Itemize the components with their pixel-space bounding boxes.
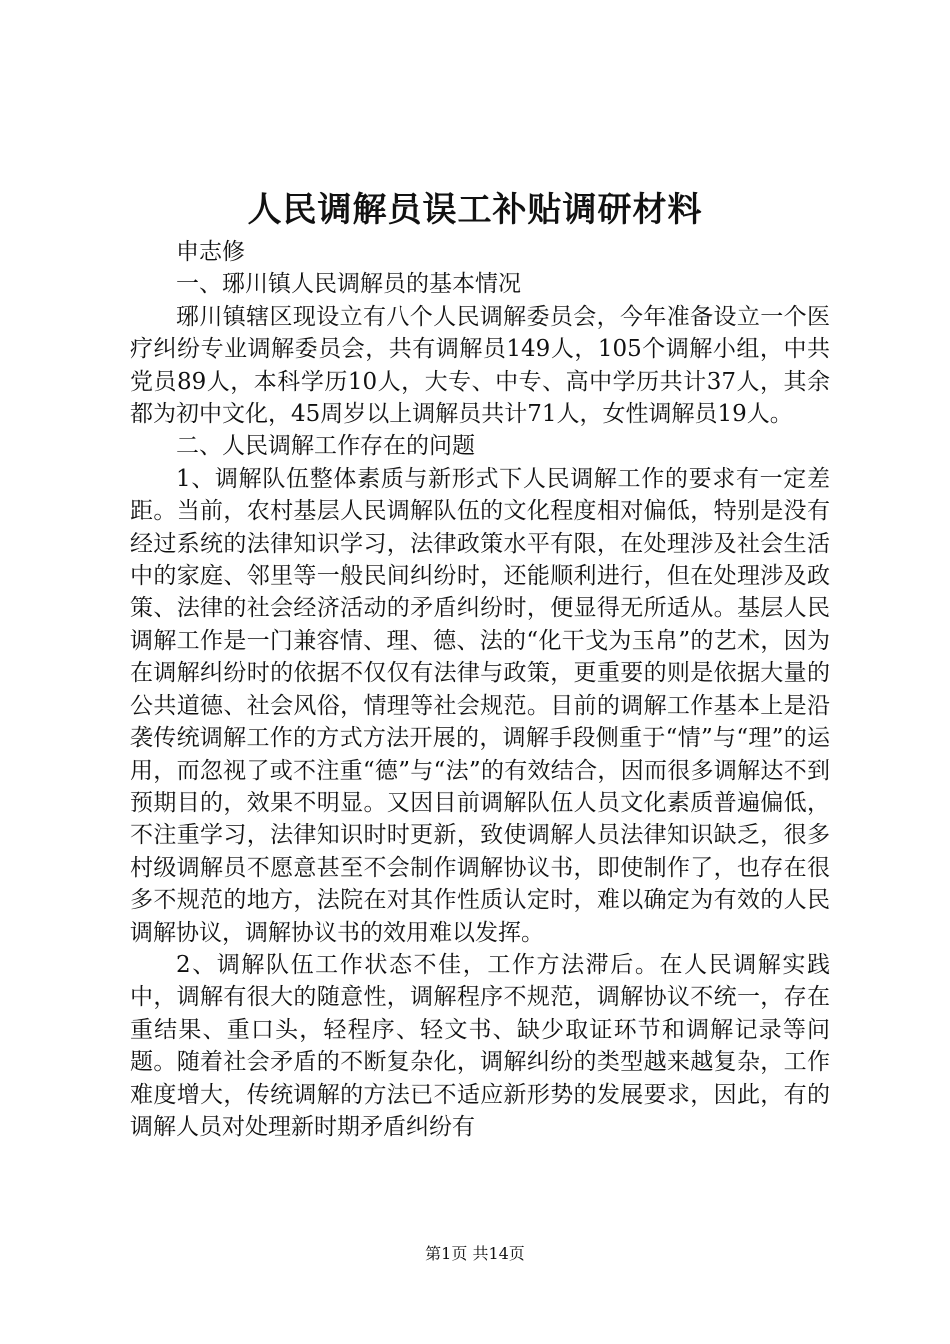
section-heading-2: 二、人民调解工作存在的问题 [176,433,475,460]
document-body [130,236,830,1143]
author-line: 申志修 [176,239,245,265]
body-paragraph: 2、调解队伍工作状态不佳，工作方法滞后。在人民调解实践中，调解有很大的随意性，调解程序不规范，调解协议不统一，存在重结果、重口头，轻程序、轻文书、缺少取证环节和调解记录等问题。随着社会矛盾的不断复杂化，调解纠纷的类型越来越复杂，工作难度增大，传统调解的方法已不适应新形势的发展要求，因此，有的调解人员对处理新时期矛盾纠纷有 [130,951,830,1140]
document-title: 人民调解员误工补贴调研材料 [247,190,703,230]
body-paragraph: 1、调解队伍整体素质与新形式下人民调解工作的要求有一定差距。当前，农村基层人民调解队伍的文化程度相对偏低，特别是没有经过系统的法律知识学习，法律政策水平有限，在处理涉及社会生活中的家庭、邻里等一般民间纠纷时，还能顺利进行，但在处理涉及政策、法律的社会经济活动的矛盾纠纷时，便显得无所适从。基层人民调解工作是一门兼容情、理、德、法的“化干戈为玉帛”的艺术，因为在调解纠纷时的依据不仅仅有法律与政策，更重要的则是依据大量的公共道德、社会风俗，情理等社会规范。目前的调解工作基本上是沿袭传统调解工作的方式方法开展的，调解手段侧重于“情”与“理”的运用，而忽视了或不注重“德”与“法”的有效结合，因而很多调解达不到预期目的，效果不明显。又因目前调解队伍人员文化素质普遍偏低，不注重学习，法律知识时时更新，致使调解人员法律知识缺乏，很多村级调解员不愿意甚至不会制作调解协议书，即使制作了，也存在很多不规范的地方，法院在对其作性质认定时，难以确定为有效的人民调解协议，调解协议书的效用难以发挥。 [130,465,830,946]
body-paragraph: 琊川镇辖区现设立有八个人民调解委员会，今年准备设立一个医疗纠纷专业调解委员会，共有调解员149人，105个调解小组，中共党员89人，本科学历10人，大专、中专、高中学历共计37人，其余都为初中文化，45周岁以上调解员共计71人，女性调解员19人。 [130,303,830,428]
section-heading-1: 一、琊川镇人民调解员的基本情况 [176,271,521,298]
page-footer: 第1页 共14页 [425,1244,525,1263]
